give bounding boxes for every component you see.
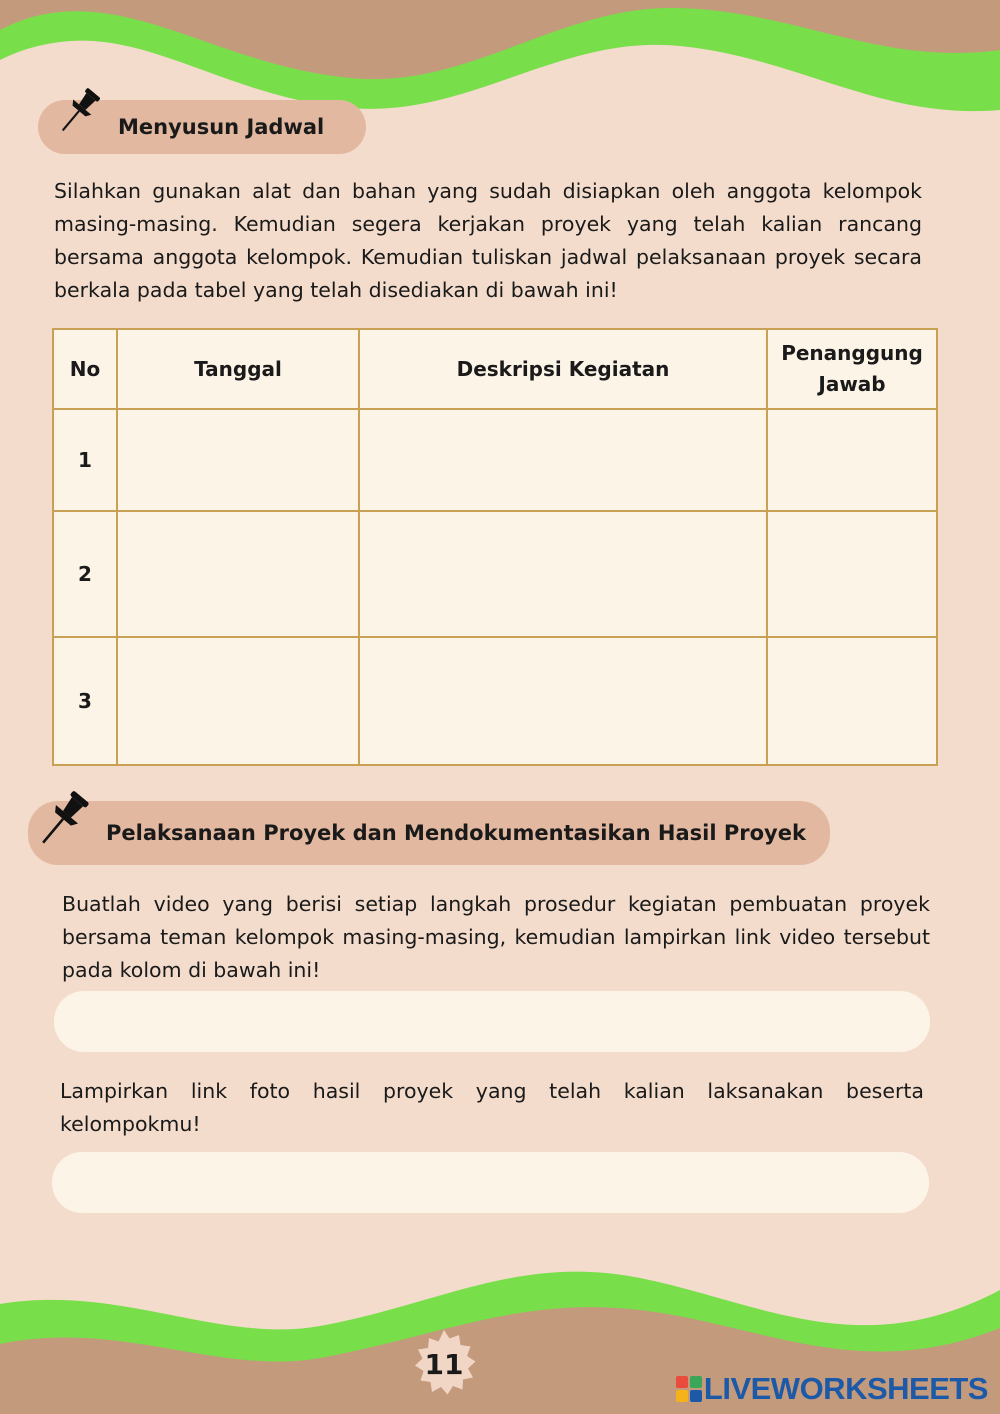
header-no: No (53, 329, 117, 409)
section-title: Pelaksanaan Proyek dan Mendokumentasikan Hasil Proyek (106, 821, 806, 845)
tanggal-cell[interactable] (117, 637, 359, 765)
header-deskripsi-kegiatan: Deskripsi Kegiatan (359, 329, 767, 409)
table-row (53, 409, 937, 511)
header-tanggal: Tanggal (117, 329, 359, 409)
tanggal-cell[interactable] (117, 409, 359, 511)
penanggung-jawab-cell[interactable] (767, 637, 937, 765)
photo-instruction: Lampirkan link foto hasil proyek yang telah kalian laksanakan beserta kelompokmu! (60, 1079, 924, 1136)
schedule-table (52, 328, 938, 766)
row-number: 2 (53, 511, 117, 637)
video-instruction: Buatlah video yang berisi setiap langkah prosedur kegiatan pembuatan proyek bersama teman kelompok masing-masing, kemudian lampirkan link video tersebut pada kolom di bawah ini! (62, 892, 930, 982)
row-number: 3 (53, 637, 117, 765)
photo-link-input[interactable] (52, 1152, 929, 1213)
liveworksheets-brand (676, 1372, 988, 1406)
deskripsi-cell[interactable] (359, 409, 767, 511)
liveworksheets-logo-icon (676, 1376, 702, 1402)
video-link-input[interactable] (54, 991, 930, 1052)
pushpin-icon (52, 84, 106, 138)
page-number: 11 (424, 1347, 464, 1381)
deskripsi-cell[interactable] (359, 637, 767, 765)
tanggal-cell[interactable] (117, 511, 359, 637)
penanggung-jawab-cell[interactable] (767, 409, 937, 511)
table-row (53, 637, 937, 765)
table-header-row (53, 329, 937, 409)
table-row (53, 511, 937, 637)
penanggung-jawab-cell[interactable] (767, 511, 937, 637)
pushpin-icon (30, 786, 96, 852)
instruction-paragraph: Silahkan gunakan alat dan bahan yang sudah disiapkan oleh anggota kelompok masing-masing. Kemudian segera kerjakan proyek yang telah kalian rancang bersama anggota kelompok. Kemudian tuliskan jadwal pelaksanaan proyek secara berkala pada tabel yang telah disediakan di bawah ini! (54, 179, 922, 302)
header-penanggung-jawab: Penanggung Jawab (767, 329, 937, 409)
row-number: 1 (53, 409, 117, 511)
brand-name: LIVEWORKSHEETS (703, 1371, 988, 1406)
section-header-pelaksanaan-proyek (28, 801, 830, 865)
section-title: Menyusun Jadwal (118, 115, 325, 139)
deskripsi-cell[interactable] (359, 511, 767, 637)
